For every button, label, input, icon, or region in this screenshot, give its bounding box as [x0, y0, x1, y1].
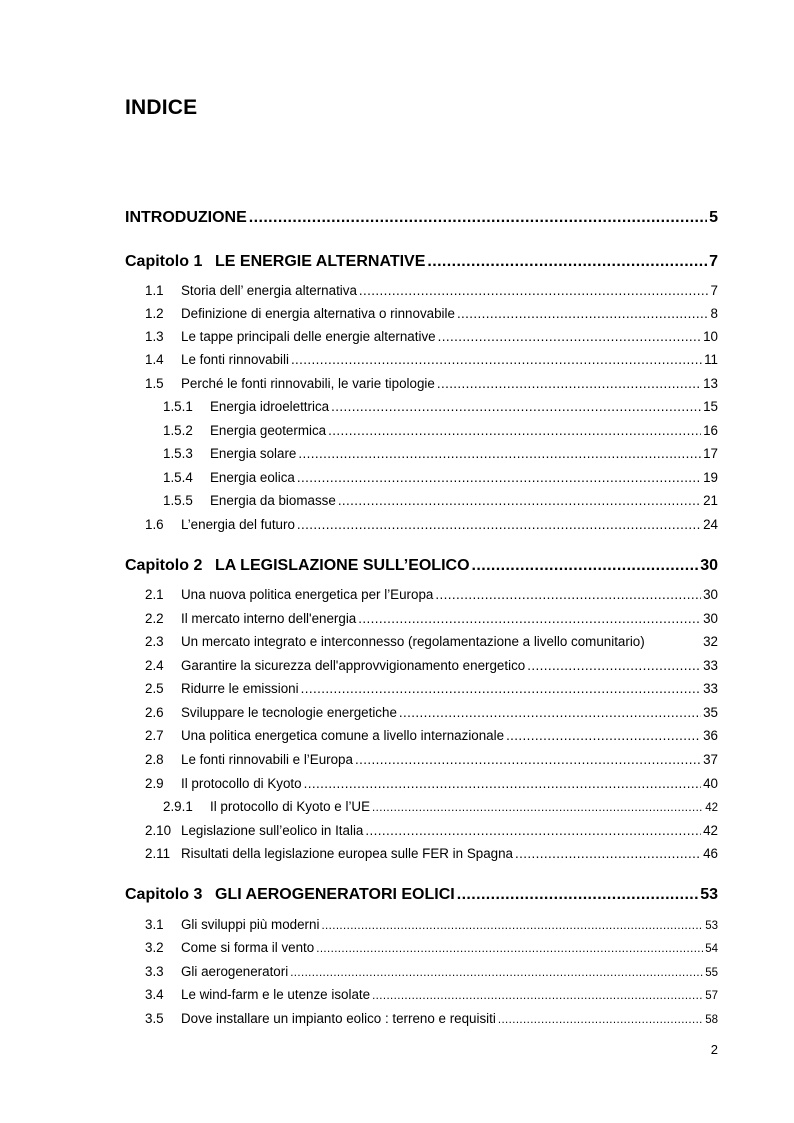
toc-entry-label: Energia idroelettrica: [210, 399, 330, 414]
toc-entry-page: 11: [704, 352, 718, 367]
toc-entry-label: Risultati della legislazione europea sulle FER in Spagna: [181, 846, 513, 861]
toc-entry-2-5[interactable]: [145, 681, 718, 696]
toc-entry-label: Gli sviluppi più moderni: [181, 917, 320, 932]
toc-entry-1-5-5[interactable]: [163, 493, 718, 508]
toc-leader-dots: [298, 446, 701, 461]
toc-entry-label: Una nuova politica energetica per l’Europa: [181, 587, 434, 602]
toc-leader-dots: [527, 658, 701, 673]
toc-entry-label: Le fonti rinnovabili e l’Europa: [181, 752, 353, 767]
toc-entry-page: 35: [703, 705, 718, 720]
toc-entry-number: 1.6: [145, 517, 164, 532]
toc-entry-number: 2.10: [145, 823, 172, 838]
toc-entry-3-3[interactable]: [145, 964, 718, 979]
toc-entry-3-5[interactable]: [145, 1011, 718, 1026]
toc-entry-2-4[interactable]: [145, 658, 718, 673]
toc-leader-dots: [435, 587, 701, 602]
toc-entry-page: 19: [703, 470, 718, 485]
toc-entry-page: 58: [705, 1014, 718, 1026]
toc-leader-dots: [331, 399, 701, 414]
toc-entry-2-2[interactable]: [145, 611, 718, 626]
toc-leader-dots: [338, 493, 701, 508]
toc-entry-number: 3.1: [145, 917, 164, 932]
toc-entry-2-3[interactable]: [145, 634, 718, 649]
toc-leader-dots: [249, 209, 707, 227]
toc-entry-page: 16: [703, 423, 718, 438]
toc-leader-dots: [498, 1014, 703, 1026]
toc-entry-label: INTRODUZIONE: [125, 209, 247, 226]
toc-leader-dots: [358, 611, 701, 626]
toc-entry-number: 2.3: [145, 634, 164, 649]
toc-entry-page: 54: [705, 943, 718, 955]
toc-entry-number: 2.11: [145, 846, 171, 861]
toc-entry-page: 8: [710, 306, 718, 321]
toc-entry-page: 33: [703, 658, 718, 673]
toc-entry-number: 3.4: [145, 987, 164, 1002]
toc-leader-dots: [457, 886, 698, 904]
toc-entry-page: 15: [703, 399, 718, 414]
toc-entry-label: Le fonti rinnovabili: [181, 352, 289, 367]
toc-entry-number: 1.1: [145, 283, 164, 298]
toc-leader-dots: [316, 943, 703, 955]
toc-entry-chapter-2[interactable]: [125, 557, 718, 575]
toc-leader-dots: [359, 283, 709, 298]
toc-leader-dots: [472, 557, 699, 575]
toc-leader-dots: [297, 517, 701, 532]
toc-entry-label: Legislazione sull’eolico in Italia: [181, 823, 364, 838]
toc-leader-dots: [457, 306, 709, 321]
toc-entry-3-1[interactable]: [145, 917, 718, 932]
toc-entry-1-5[interactable]: [145, 376, 718, 391]
toc-leader-dots: [328, 423, 701, 438]
toc-entry-2-6[interactable]: [145, 705, 718, 720]
toc-entry-page: 33: [703, 681, 718, 696]
toc-entry-page: 30: [700, 557, 718, 574]
toc-entry-1-5-3[interactable]: [163, 446, 718, 461]
toc-entry-label: Un mercato integrato e interconnesso (regolamentazione a livello comunitario): [181, 634, 645, 649]
toc-leader-dots: [301, 681, 702, 696]
toc-entry-page: 36: [703, 728, 718, 743]
toc-entry-introduzione[interactable]: [125, 209, 718, 227]
toc-entry-number: 1.5.2: [163, 423, 193, 438]
toc-entry-number: 3.3: [145, 964, 164, 979]
toc-entry-1-2[interactable]: [145, 306, 718, 321]
toc-entry-page: 7: [709, 253, 718, 270]
toc-entry-number: 1.5: [145, 376, 164, 391]
toc-leader-dots: [506, 728, 701, 743]
toc-leader-dots: [291, 352, 702, 367]
toc-entry-1-5-4[interactable]: [163, 470, 718, 485]
toc-entry-number: 2.7: [145, 728, 164, 743]
toc-entry-number: 2.5: [145, 681, 164, 696]
toc-entry-1-5-1[interactable]: [163, 399, 718, 414]
toc-entry-2-1[interactable]: [145, 587, 718, 602]
toc-leader-dots: [437, 376, 701, 391]
toc-entry-label: Le wind-farm e le utenze isolate: [181, 987, 371, 1002]
toc-entry-page: 42: [705, 802, 718, 814]
toc-entry-1-4[interactable]: [145, 352, 718, 367]
toc-leader-dots: [399, 705, 701, 720]
toc-entry-number: Capitolo 2: [125, 557, 203, 574]
toc-entry-page: 46: [703, 846, 718, 861]
toc-leader-dots: [304, 776, 702, 791]
toc-entry-label: Sviluppare le tecnologie energetiche: [181, 705, 397, 720]
toc-entry-page: 40: [703, 776, 718, 791]
toc-leader-dots: [372, 990, 703, 1002]
toc-leader-dots: [321, 920, 703, 932]
toc-entry-label: Ridurre le emissioni: [181, 681, 299, 696]
toc-leader-dots: [355, 752, 701, 767]
toc-entry-number: 2.8: [145, 752, 164, 767]
toc-entry-chapter-1[interactable]: [125, 253, 718, 271]
toc-entry-label: Una politica energetica comune a livello internazionale: [181, 728, 505, 743]
toc-entry-number: 1.2: [145, 306, 164, 321]
toc-entry-3-4[interactable]: [145, 987, 718, 1002]
toc-leader-dots: [372, 802, 703, 814]
toc-entry-page: 30: [703, 611, 718, 626]
toc-entry-number: 3.2: [145, 940, 164, 955]
toc-entry-label: Come si forma il vento: [181, 940, 315, 955]
toc-entry-page: 30: [703, 587, 718, 602]
toc-entry-label: Energia solare: [210, 446, 297, 461]
toc-entry-label: Definizione di energia alternativa o rinnovabile: [181, 306, 455, 321]
toc-entry-page: 53: [700, 886, 718, 903]
toc-entry-number: 1.5.1: [163, 399, 193, 414]
toc-entry-label: Perché le fonti rinnovabili, le varie tipologie: [181, 376, 435, 391]
toc-entry-number: Capitolo 3: [125, 886, 203, 903]
toc-entry-1-6[interactable]: [145, 517, 718, 532]
toc-entry-label: Il protocollo di Kyoto e l’UE: [210, 799, 371, 814]
toc-entry-page: 32: [703, 634, 718, 649]
toc-entry-number: 1.5.3: [163, 446, 193, 461]
toc-entry-1-1[interactable]: [145, 283, 718, 298]
toc-entry-label: LE ENERGIE ALTERNATIVE: [215, 253, 426, 270]
toc-entry-2-9-1[interactable]: [163, 799, 718, 814]
page-title: INDICE: [125, 96, 198, 119]
toc-entry-label: Garantire la sicurezza dell'approvvigionamento energetico: [181, 658, 526, 673]
toc-entry-label: GLI AEROGENERATORI EOLICI: [215, 886, 455, 903]
toc-entry-label: Il protocollo di Kyoto: [181, 776, 302, 791]
toc-entry-label: Gli aerogeneratori: [181, 964, 289, 979]
toc-leader-dots: [290, 967, 703, 979]
toc-entry-number: 3.5: [145, 1011, 164, 1026]
toc-entry-2-10[interactable]: [145, 823, 718, 838]
toc-entry-2-7[interactable]: [145, 728, 718, 743]
toc-entry-number: 2.9: [145, 776, 164, 791]
toc-entry-label: Energia geotermica: [210, 423, 327, 438]
toc-entry-label: LA LEGISLAZIONE SULL’EOLICO: [215, 557, 470, 574]
toc-leader-dots: [365, 823, 701, 838]
toc-entry-page: 57: [705, 990, 718, 1002]
toc-entry-page: 53: [705, 920, 718, 932]
toc-entry-label: Energia eolica: [210, 470, 295, 485]
toc-leader-dots: [438, 329, 702, 344]
toc-entry-number: 1.4: [145, 352, 164, 367]
toc-entry-number: 1.5.5: [163, 493, 193, 508]
toc-entry-2-8[interactable]: [145, 752, 718, 767]
toc-entry-number: Capitolo 1: [125, 253, 203, 270]
toc-entry-page: 55: [705, 967, 718, 979]
toc-entry-page: 10: [703, 329, 718, 344]
toc-entry-number: 2.1: [145, 587, 164, 602]
toc-entry-number: 1.3: [145, 329, 164, 344]
toc-entry-label: Il mercato interno dell'energia: [181, 611, 357, 626]
toc-entry-number: 2.4: [145, 658, 164, 673]
toc-entry-number: 2.6: [145, 705, 164, 720]
toc-entry-page: 5: [709, 209, 718, 226]
toc-entry-3-2[interactable]: [145, 940, 718, 955]
toc-entry-label: L’energia del futuro: [181, 517, 295, 532]
toc-entry-page: 21: [703, 493, 718, 508]
toc-entry-label: Storia dell’ energia alternativa: [181, 283, 357, 298]
toc-leader-dots: [515, 846, 701, 861]
toc-entry-1-5-2[interactable]: [163, 423, 718, 438]
page-number: 2: [710, 1042, 718, 1057]
toc-entry-page: 42: [703, 823, 718, 838]
toc-entry-page: 7: [710, 283, 718, 298]
toc-entry-page: 37: [703, 752, 718, 767]
toc-entry-number: 1.5.4: [163, 470, 193, 485]
toc-entry-1-3[interactable]: [145, 329, 718, 344]
toc-entry-label: Dove installare un impianto eolico : terreno e requisiti: [181, 1011, 496, 1026]
toc-entry-label: Le tappe principali delle energie alternative: [181, 329, 436, 344]
toc-entry-number: 2.9.1: [163, 799, 193, 814]
toc-entry-page: 13: [703, 376, 718, 391]
toc-entry-page: 24: [703, 517, 718, 532]
toc-entry-2-9[interactable]: [145, 776, 718, 791]
toc-entry-2-11[interactable]: [145, 846, 718, 861]
toc-leader-dots: [427, 253, 707, 271]
toc-entry-label: Energia da biomasse: [210, 493, 336, 508]
toc-entry-page: 17: [703, 446, 718, 461]
toc-entry-chapter-3[interactable]: [125, 886, 718, 904]
toc-leader-dots: [297, 470, 701, 485]
toc-entry-number: 2.2: [145, 611, 164, 626]
